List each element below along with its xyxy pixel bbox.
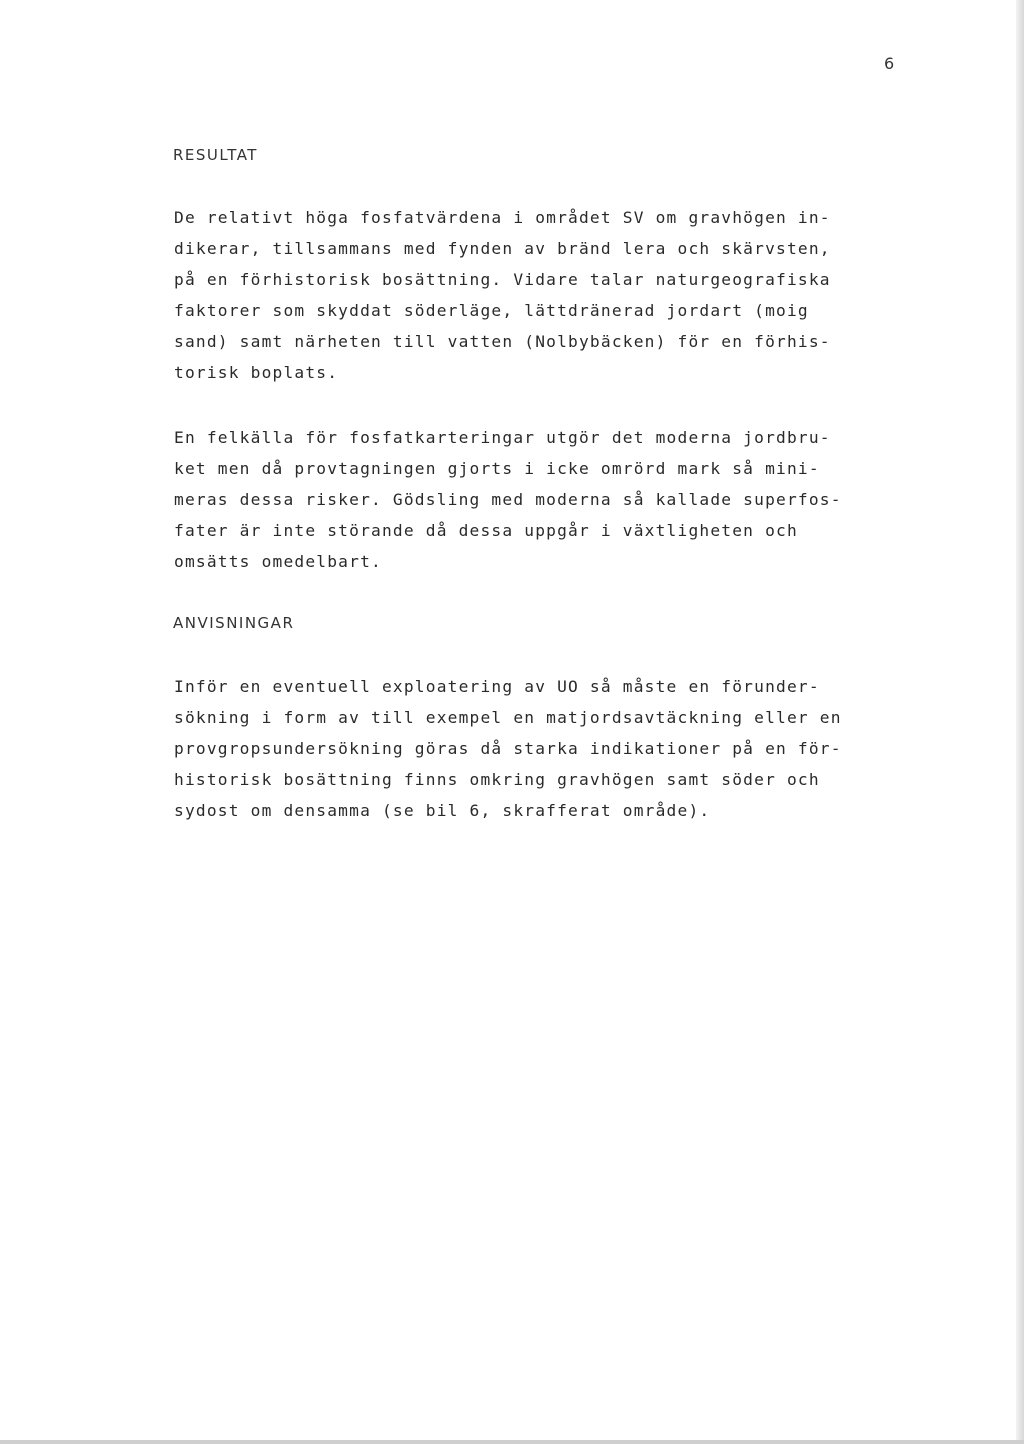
page-edge [1016,0,1024,1444]
text-line: på en förhistorisk bosättning. Vidare talar naturgeografiska [174,270,831,289]
text-line: faktorer som skyddat söderläge, lättdränerad jordart (moig [174,301,809,320]
text-line: En felkälla för fosfatkarteringar utgör det moderna jordbru- [174,428,831,447]
text-line: sydost om densamma (se bil 6, skrafferat område). [174,801,711,820]
text-line: Inför en eventuell exploatering av UO så måste en förunder- [174,677,820,696]
paragraph-instructions [174,671,944,826]
text-line: fater är inte störande då dessa uppgår i växtligheten och [174,521,798,540]
text-line: torisk boplats. [174,363,339,382]
paragraph-results-1 [174,202,944,388]
text-line: provgropsundersökning göras då starka indikationer på en för- [174,739,842,758]
text-line: sand) samt närheten till vatten (Nolbybäcken) för en förhis- [174,332,831,351]
text-line: historisk bosättning finns omkring gravhögen samt söder och [174,770,820,789]
text-line: dikerar, tillsammans med fynden av bränd lera och skärvsten, [174,239,831,258]
page-number: 6 [884,54,895,73]
text-line: ket men då provtagningen gjorts i icke omrörd mark så mini- [174,459,820,478]
section-heading-resultat: RESULTAT [173,146,258,164]
paragraph-results-2 [174,422,944,577]
text-line: meras dessa risker. Gödsling med moderna så kallade superfos- [174,490,842,509]
page-bottom-edge [0,1440,1024,1444]
text-line: De relativt höga fosfatvärdena i området SV om gravhögen in- [174,208,831,227]
text-line: sökning i form av till exempel en matjordsavtäckning eller en [174,708,842,727]
section-heading-anvisningar: ANVISNINGAR [173,614,295,632]
text-line: omsätts omedelbart. [174,552,382,571]
